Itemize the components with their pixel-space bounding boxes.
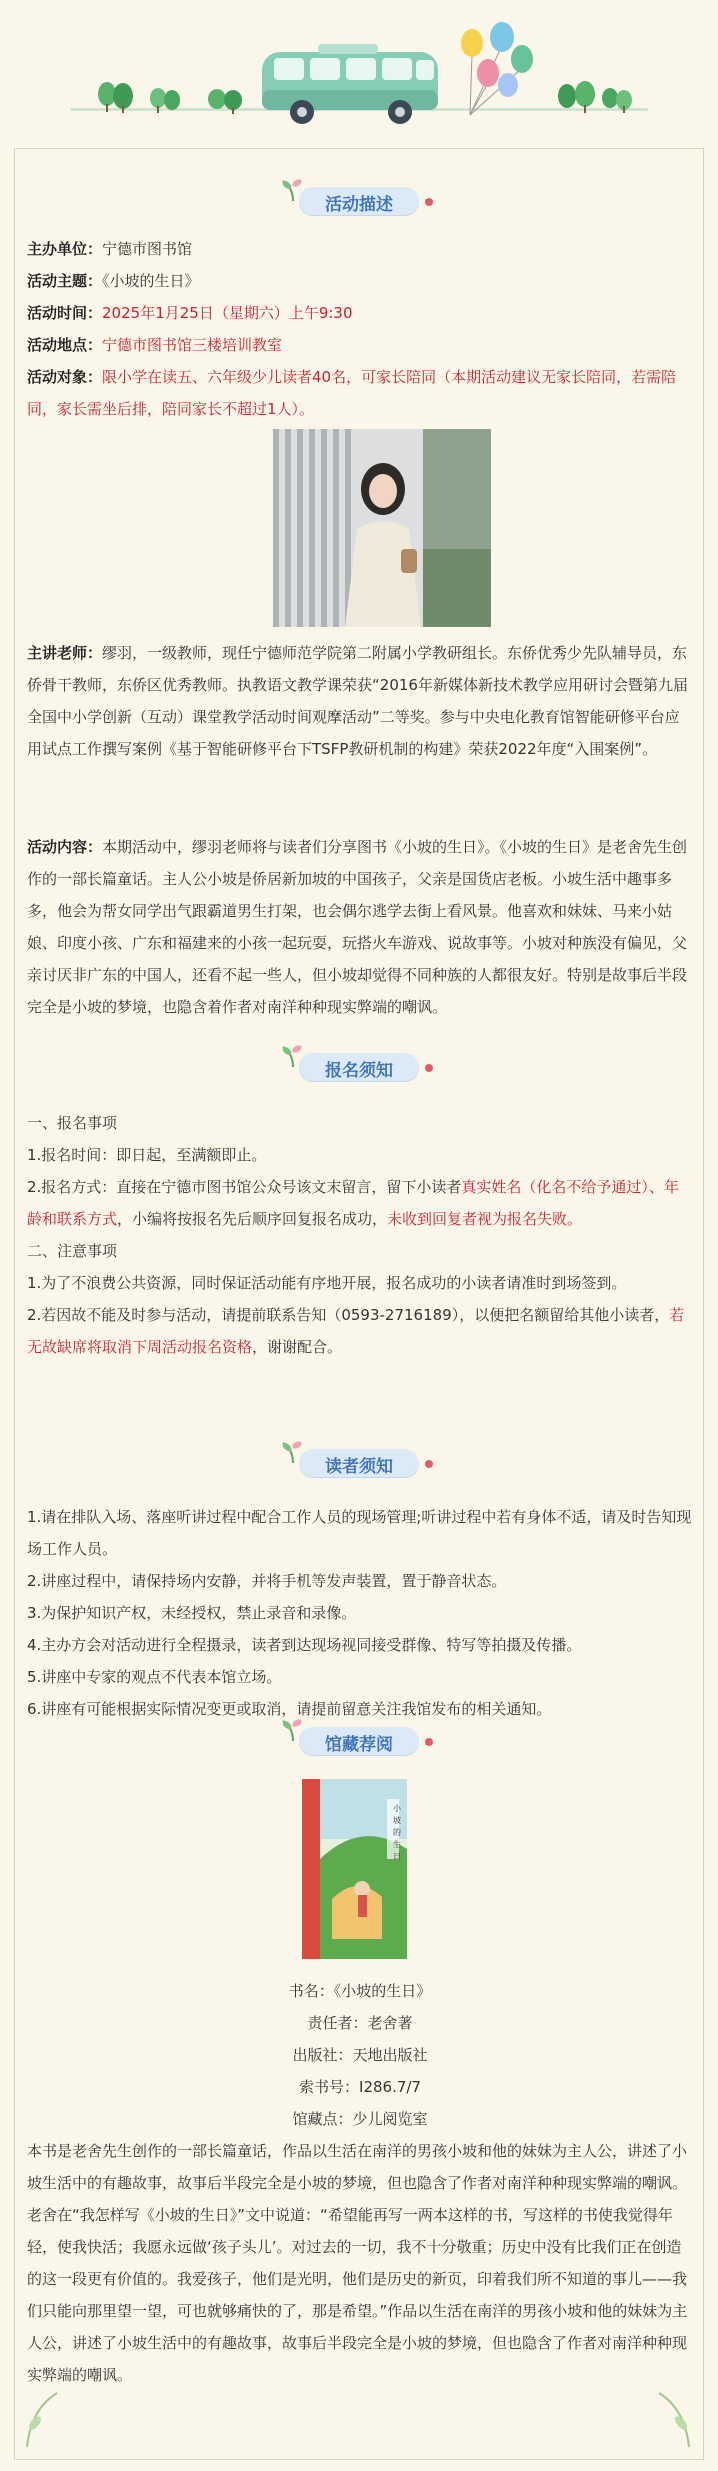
tree-icon [95, 80, 139, 114]
section-dot [425, 198, 433, 206]
book-author: 责任者：老舍著 [307, 2014, 413, 2032]
reader-rule: 3.为保护知识产权，未经授权，禁止录音和录像。 [27, 1604, 357, 1622]
leaf-icon [655, 2389, 695, 2449]
signup-list [27, 1107, 693, 1363]
section-dot [425, 1460, 433, 1468]
info-target: 活动对象：限小学在读五、六年级少儿读者40名，可家长陪同（本期活动建议无家长陪同，若需陪同，家长需坐后排，陪同家长不超过1人）。 [27, 368, 677, 418]
section-title-collection [15, 1717, 703, 1761]
section-title-text: 馆藏荐阅 [325, 1735, 393, 1755]
tree-icon [205, 88, 245, 114]
section-title-reader [15, 1439, 703, 1483]
info-theme: 活动主题：《小坡的生日》 [27, 272, 200, 290]
reader-rules [27, 1501, 693, 1725]
speaker-intro: 主讲老师：缪羽，一级教师，现任宁德师范学院第二附属小学教研组长。东侨优秀少先队辅导员，东侨骨干教师，东侨区优秀教师。执教语文教学课荣获“2016年新媒体新技术教学应用研讨会暨第九届全国中小学创新（互动）课堂教学活动时间观摩活动”二等奖。参与中央电化教育馆智能研修平台应用试点工作撰写案例《基于智能研修平台下TSFP教研机制的构建》荣获2022年度“入围案例”。 [27, 644, 688, 758]
svg-text:的: 的 [393, 1828, 401, 1837]
bus-icon [258, 38, 443, 128]
info-time: 活动时间：2025年1月25日（星期六）上午9:30 [27, 304, 353, 322]
section-title-text: 读者须知 [325, 1457, 393, 1477]
reader-rule: 5.讲座中专家的观点不代表本馆立场。 [27, 1668, 282, 1686]
section-dot [425, 1064, 433, 1072]
speaker-photo [273, 429, 491, 627]
info-organizer: 主办单位：宁德市图书馆 [27, 240, 193, 258]
info-place: 活动地点：宁德市图书馆三楼培训教室 [27, 336, 283, 354]
book-title: 书名：《小坡的生日》 [288, 1982, 432, 2000]
reader-rule: 4.主办方会对活动进行全程摄录，读者到达现场视同接受群像、特写等拍摄及传播。 [27, 1636, 582, 1654]
book-call-number: 索书号：I286.7/7 [299, 2078, 421, 2096]
info-list [27, 233, 693, 425]
section-dot [425, 1738, 433, 1746]
reader-rule: 1.请在排队入场、落座听讲过程中配合工作人员的现场管理;听讲过程中若有身体不适，请及时告知现场工作人员。 [27, 1508, 692, 1558]
book-description: 本书是老舍先生创作的一部长篇童话，作品以生活在南洋的男孩小坡和他的妹妹为主人公，讲述了小坡生活中的有趣故事，故事后半段完全是小坡的梦境，但也隐含了作者对南洋种种现实弊端的嘲讽。老舍在“我怎样写《小坡的生日》”文中说道：“希望能再写一两本这样的书，写这样的书使我觉得年轻，使我快活；我愿永远做‘孩子头儿’。对过去的一切，我不十分敬重；历史中没有比我们正在创造的这一段更有价值的。我爱孩子，他们是光明，他们是历史的新页，印着我们所不知道的事儿——我们只能向那里望一望，可也就够痛快的了，那是希望。”作品以生活在南洋的男孩小坡和他的妹妹为主人公，讲述了小坡生活中的有趣故事，故事后半段完全是小坡的梦境，但也隐含了作者对南洋种种现实弊端的嘲讽。 [27, 2142, 688, 2384]
book-cover [302, 1779, 407, 1959]
section-title-text: 活动描述 [325, 195, 393, 215]
tree-icon [555, 80, 599, 114]
header-illustration [0, 0, 718, 145]
svg-text:日: 日 [393, 1852, 401, 1861]
svg-text:生: 生 [393, 1840, 401, 1849]
book-location: 馆藏点：少儿阅览室 [292, 2110, 428, 2128]
balloons-icon [450, 15, 540, 125]
signup-heading-2: 二、注意事项 [27, 1242, 118, 1260]
svg-text:小: 小 [393, 1804, 401, 1813]
activity-content: 活动内容：本期活动中，缪羽老师将与读者们分享图书《小坡的生日》。《小坡的生日》是老舍先生创作的一部长篇童话。主人公小坡是侨居新加坡的中国孩子，父亲是国货店老板。小坡生活中趣事多多，他会为帮女同学出气跟霸道男生打架，也会偶尔逃学去街上看风景。他喜欢和妹妹、马来小姑娘、印度小孩、广东和福建来的小孩一起玩耍，玩搭火车游戏、说故事等。小坡对种族没有偏见，父亲讨厌非广东的中国人，还看不起一些人，但小坡却觉得不同种族的人都很友好。特别是故事后半段完全是小坡的梦境，也隐含着作者对南洋种种现实弊端的嘲讽。 [27, 838, 688, 1016]
leaf-icon [21, 2389, 61, 2449]
content-frame [14, 148, 704, 2460]
book-info [27, 1975, 693, 2135]
tree-icon [148, 88, 182, 114]
signup-item: 2.报名方式：直接在宁德市图书馆公众号该文末留言，留下小读者真实姓名（化名不给予通过）、年龄和联系方式，小编将按报名先后顺序回复报名成功，未收到回复者视为报名失败。 [27, 1178, 679, 1228]
reader-rule: 6.讲座有可能根据实际情况变更或取消，请提前留意关注我馆发布的相关通知。 [27, 1700, 552, 1718]
tree-icon [600, 88, 634, 114]
signup-item: 2.若因故不能及时参与活动，请提前联系告知（0593-2716189），以便把名额留给其他小读者，若无故缺席将取消下周活动报名资格，谢谢配合。 [27, 1306, 685, 1356]
signup-item: 1.为了不浪费公共资源，同时保证活动能有序地开展，报名成功的小读者请准时到场签到。 [27, 1274, 627, 1292]
section-title-text: 报名须知 [325, 1061, 393, 1081]
svg-text:坡: 坡 [393, 1816, 401, 1825]
signup-heading-1: 一、报名事项 [27, 1114, 118, 1132]
reader-rule: 2.讲座过程中，请保持场内安静，并将手机等发声装置，置于静音状态。 [27, 1572, 507, 1590]
section-title-signup [15, 1043, 703, 1087]
signup-item: 1.报名时间：即日起，至满额即止。 [27, 1146, 267, 1164]
section-title-activity [15, 177, 703, 221]
book-publisher: 出版社：天地出版社 [292, 2046, 428, 2064]
